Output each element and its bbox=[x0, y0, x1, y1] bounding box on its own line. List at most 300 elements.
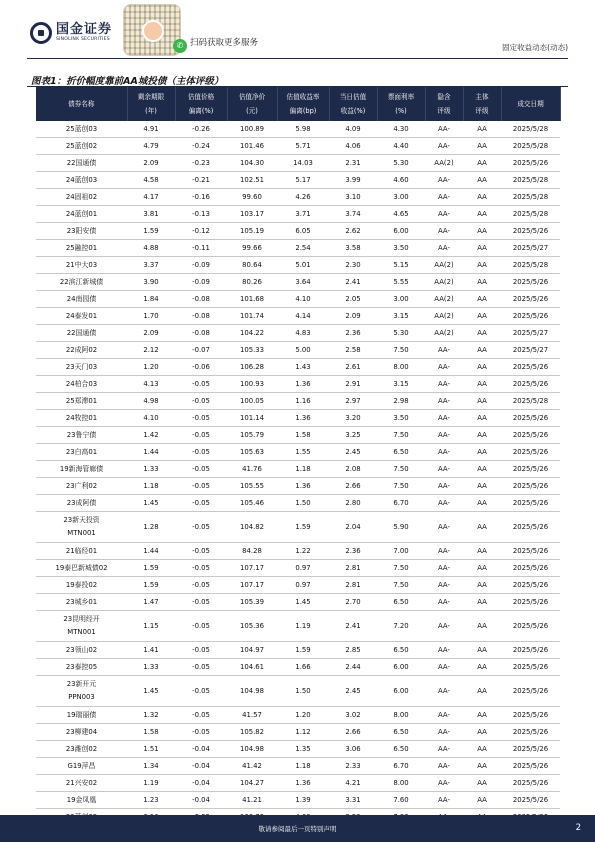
issuer-rating-cell: AA bbox=[463, 359, 501, 376]
column-header bbox=[329, 87, 377, 121]
table-row bbox=[36, 172, 560, 189]
price-deviation-cell: -0.05 bbox=[175, 393, 227, 410]
issuer-rating-cell: AA bbox=[463, 478, 501, 495]
coupon-rate-cell: 3.00 bbox=[377, 189, 425, 206]
yield-cell: 2.81 bbox=[329, 577, 377, 594]
bond-name-cell bbox=[36, 560, 127, 577]
remaining-term-cell: 4.91 bbox=[127, 121, 175, 138]
logo-english-name: SINOLINK SECURITIES bbox=[56, 37, 110, 43]
yield-cell: 2.31 bbox=[329, 155, 377, 172]
table-row bbox=[36, 758, 560, 775]
table-row bbox=[36, 308, 560, 325]
yield-cell: 2.08 bbox=[329, 461, 377, 478]
trade-date-cell: 2025/5/26 bbox=[501, 359, 560, 376]
implied-rating-cell: AA- bbox=[425, 461, 463, 478]
issuer-rating-cell: AA bbox=[463, 172, 501, 189]
yield-deviation-cell: 3.64 bbox=[277, 274, 329, 291]
bond-name-cell bbox=[36, 758, 127, 775]
yield-deviation-cell: 1.18 bbox=[277, 758, 329, 775]
coupon-rate-cell: 8.00 bbox=[377, 359, 425, 376]
issuer-rating-cell: AA bbox=[463, 495, 501, 512]
bond-name-text: 23新天投资 bbox=[63, 516, 100, 524]
column-header-text: (%) bbox=[395, 107, 407, 115]
column-header bbox=[36, 87, 127, 121]
yield-cell: 2.33 bbox=[329, 758, 377, 775]
price-deviation-cell: -0.08 bbox=[175, 308, 227, 325]
yield-deviation-cell: 1.39 bbox=[277, 792, 329, 809]
table-row bbox=[36, 512, 560, 543]
table-row bbox=[36, 257, 560, 274]
bond-name-text: 24牧控01 bbox=[65, 413, 98, 422]
bond-name-cell bbox=[36, 342, 127, 359]
yield-deviation-cell: 1.50 bbox=[277, 495, 329, 512]
yield-cell: 3.74 bbox=[329, 206, 377, 223]
yield-cell: 3.20 bbox=[329, 410, 377, 427]
remaining-term-cell: 4.58 bbox=[127, 172, 175, 189]
remaining-term-cell: 4.88 bbox=[127, 240, 175, 257]
bond-name-cell bbox=[36, 676, 127, 707]
bond-name-text: 23领山02 bbox=[65, 645, 98, 654]
issuer-rating-cell: AA bbox=[463, 189, 501, 206]
issuer-rating-cell: AA bbox=[463, 792, 501, 809]
trade-date-cell: 2025/5/26 bbox=[501, 223, 560, 240]
yield-deviation-cell: 4.10 bbox=[277, 291, 329, 308]
implied-rating-cell: AA(2) bbox=[425, 155, 463, 172]
yield-cell: 2.66 bbox=[329, 478, 377, 495]
column-header-text: 收益(%) bbox=[340, 107, 366, 115]
remaining-term-cell: 1.44 bbox=[127, 543, 175, 560]
issuer-rating-cell: AA bbox=[463, 741, 501, 758]
net-price-cell: 100.93 bbox=[227, 376, 277, 393]
page-footer bbox=[0, 815, 595, 842]
bond-table bbox=[36, 87, 561, 826]
trade-date-cell: 2025/5/27 bbox=[501, 325, 560, 342]
table-row bbox=[36, 427, 560, 444]
coupon-rate-cell: 4.30 bbox=[377, 121, 425, 138]
trade-date-cell: 2025/5/26 bbox=[501, 427, 560, 444]
yield-cell: 2.36 bbox=[329, 325, 377, 342]
remaining-term-cell: 1.42 bbox=[127, 427, 175, 444]
coupon-rate-cell: 6.00 bbox=[377, 223, 425, 240]
bond-name-text: 19泰投02 bbox=[65, 580, 98, 589]
table-row bbox=[36, 741, 560, 758]
column-header-text: (元) bbox=[246, 107, 258, 115]
remaining-term-cell: 1.19 bbox=[127, 775, 175, 792]
net-price-cell: 41.76 bbox=[227, 461, 277, 478]
implied-rating-cell: AA- bbox=[425, 478, 463, 495]
bond-name-cell bbox=[36, 393, 127, 410]
bond-name-cell bbox=[36, 138, 127, 155]
issuer-rating-cell: AA bbox=[463, 775, 501, 792]
table-row bbox=[36, 189, 560, 206]
bond-name-cell bbox=[36, 172, 127, 189]
issuer-rating-cell: AA bbox=[463, 707, 501, 724]
remaining-term-cell: 1.51 bbox=[127, 741, 175, 758]
bond-name-cell bbox=[36, 461, 127, 478]
bond-name-text: 25蓝创03 bbox=[65, 124, 98, 133]
trade-date-cell: 2025/5/26 bbox=[501, 444, 560, 461]
column-header-text: 估值收益率 bbox=[286, 93, 320, 101]
bond-name-cell bbox=[36, 308, 127, 325]
yield-deviation-cell: 5.01 bbox=[277, 257, 329, 274]
bond-name-cell bbox=[36, 775, 127, 792]
remaining-term-cell: 1.33 bbox=[127, 461, 175, 478]
yield-deviation-cell: 1.36 bbox=[277, 775, 329, 792]
net-price-cell: 104.98 bbox=[227, 676, 277, 707]
column-header bbox=[127, 87, 175, 121]
yield-cell: 2.44 bbox=[329, 659, 377, 676]
net-price-cell: 104.30 bbox=[227, 155, 277, 172]
bond-name-cell bbox=[36, 577, 127, 594]
bond-name-cell bbox=[36, 257, 127, 274]
issuer-rating-cell: AA bbox=[463, 461, 501, 478]
trade-date-cell: 2025/5/26 bbox=[501, 495, 560, 512]
implied-rating-cell: AA- bbox=[425, 376, 463, 393]
implied-rating-cell: AA- bbox=[425, 758, 463, 775]
coupon-rate-cell: 7.50 bbox=[377, 478, 425, 495]
yield-deviation-cell: 1.55 bbox=[277, 444, 329, 461]
coupon-rate-cell: 6.50 bbox=[377, 741, 425, 758]
coupon-rate-cell: 2.98 bbox=[377, 393, 425, 410]
remaining-term-cell: 3.81 bbox=[127, 206, 175, 223]
price-deviation-cell: -0.05 bbox=[175, 594, 227, 611]
implied-rating-cell: AA- bbox=[425, 393, 463, 410]
yield-deviation-cell: 1.36 bbox=[277, 478, 329, 495]
column-header-text: 隐含 bbox=[437, 93, 451, 101]
implied-rating-cell: AA- bbox=[425, 543, 463, 560]
trade-date-cell: 2025/5/26 bbox=[501, 461, 560, 478]
table-row bbox=[36, 792, 560, 809]
implied-rating-cell: AA- bbox=[425, 495, 463, 512]
remaining-term-cell: 1.59 bbox=[127, 577, 175, 594]
table-row bbox=[36, 223, 560, 240]
table-row bbox=[36, 274, 560, 291]
trade-date-cell: 2025/5/26 bbox=[501, 724, 560, 741]
bond-name-text: 25蓝创02 bbox=[65, 141, 98, 150]
implied-rating-cell: AA- bbox=[425, 659, 463, 676]
trade-date-cell: 2025/5/26 bbox=[501, 758, 560, 775]
remaining-term-cell: 1.45 bbox=[127, 676, 175, 707]
column-header bbox=[175, 87, 227, 121]
implied-rating-cell: AA- bbox=[425, 206, 463, 223]
yield-cell: 3.58 bbox=[329, 240, 377, 257]
remaining-term-cell: 2.09 bbox=[127, 325, 175, 342]
column-header-text: 估值净价 bbox=[238, 93, 266, 101]
coupon-rate-cell: 6.00 bbox=[377, 676, 425, 707]
price-deviation-cell: -0.05 bbox=[175, 444, 227, 461]
yield-deviation-cell: 1.12 bbox=[277, 724, 329, 741]
issuer-rating-cell: AA bbox=[463, 308, 501, 325]
yield-deviation-cell: 1.19 bbox=[277, 611, 329, 642]
table-row bbox=[36, 560, 560, 577]
bond-name-cell bbox=[36, 741, 127, 758]
bond-name-text: 21兴安02 bbox=[65, 778, 98, 787]
trade-date-cell: 2025/5/26 bbox=[501, 792, 560, 809]
issuer-rating-cell: AA bbox=[463, 121, 501, 138]
trade-date-cell: 2025/5/27 bbox=[501, 240, 560, 257]
bond-name-text: 22国通债 bbox=[66, 158, 97, 167]
price-deviation-cell: -0.11 bbox=[175, 240, 227, 257]
implied-rating-cell: AA- bbox=[425, 359, 463, 376]
implied-rating-cell: AA- bbox=[425, 240, 463, 257]
issuer-rating-cell: AA bbox=[463, 240, 501, 257]
yield-cell: 3.10 bbox=[329, 189, 377, 206]
trade-date-cell: 2025/5/26 bbox=[501, 543, 560, 560]
qr-code-image[interactable] bbox=[123, 4, 184, 56]
implied-rating-cell: AA- bbox=[425, 560, 463, 577]
bond-name-text: 21中大03 bbox=[65, 260, 98, 269]
bond-name-cell bbox=[36, 792, 127, 809]
price-deviation-cell: -0.05 bbox=[175, 577, 227, 594]
implied-rating-cell: AA- bbox=[425, 342, 463, 359]
report-type-label: 固定收益动态(动态) bbox=[502, 43, 568, 52]
implied-rating-cell: AA- bbox=[425, 121, 463, 138]
remaining-term-cell: 1.20 bbox=[127, 359, 175, 376]
price-deviation-cell: -0.05 bbox=[175, 659, 227, 676]
table-row bbox=[36, 594, 560, 611]
price-deviation-cell: -0.04 bbox=[175, 758, 227, 775]
bond-name-text: 23阳安债 bbox=[66, 226, 97, 235]
price-deviation-cell: -0.08 bbox=[175, 325, 227, 342]
price-deviation-cell: -0.24 bbox=[175, 138, 227, 155]
implied-rating-cell: AA- bbox=[425, 410, 463, 427]
implied-rating-cell: AA- bbox=[425, 223, 463, 240]
net-price-cell: 99.66 bbox=[227, 240, 277, 257]
issuer-rating-cell: AA bbox=[463, 659, 501, 676]
table-row bbox=[36, 240, 560, 257]
table-row bbox=[36, 461, 560, 478]
coupon-rate-cell: 6.50 bbox=[377, 594, 425, 611]
net-price-cell: 101.14 bbox=[227, 410, 277, 427]
table-row bbox=[36, 206, 560, 223]
coupon-rate-cell: 7.20 bbox=[377, 611, 425, 642]
coupon-rate-cell: 3.15 bbox=[377, 376, 425, 393]
column-header-text: 偏离(%) bbox=[188, 107, 214, 115]
issuer-rating-cell: AA bbox=[463, 393, 501, 410]
remaining-term-cell: 1.41 bbox=[127, 642, 175, 659]
issuer-rating-cell: AA bbox=[463, 676, 501, 707]
implied-rating-cell: AA- bbox=[425, 792, 463, 809]
issuer-rating-cell: AA bbox=[463, 543, 501, 560]
remaining-term-cell: 1.33 bbox=[127, 659, 175, 676]
price-deviation-cell: -0.05 bbox=[175, 543, 227, 560]
price-deviation-cell: -0.06 bbox=[175, 359, 227, 376]
qr-avatar-icon bbox=[142, 20, 164, 42]
remaining-term-cell: 1.84 bbox=[127, 291, 175, 308]
issuer-rating-cell: AA bbox=[463, 577, 501, 594]
price-deviation-cell: -0.09 bbox=[175, 257, 227, 274]
table-row bbox=[36, 410, 560, 427]
yield-deviation-cell: 5.00 bbox=[277, 342, 329, 359]
issuer-rating-cell: AA bbox=[463, 410, 501, 427]
bond-name-text: 23白高01 bbox=[65, 447, 98, 456]
coupon-rate-cell: 8.00 bbox=[377, 707, 425, 724]
price-deviation-cell: -0.05 bbox=[175, 427, 227, 444]
net-price-cell: 105.33 bbox=[227, 342, 277, 359]
price-deviation-cell: -0.05 bbox=[175, 707, 227, 724]
coupon-rate-cell: 5.90 bbox=[377, 512, 425, 543]
remaining-term-cell: 3.90 bbox=[127, 274, 175, 291]
net-price-cell: 106.28 bbox=[227, 359, 277, 376]
table-row bbox=[36, 393, 560, 410]
issuer-rating-cell: AA bbox=[463, 342, 501, 359]
bond-name-cell bbox=[36, 291, 127, 308]
price-deviation-cell: -0.21 bbox=[175, 172, 227, 189]
issuer-rating-cell: AA bbox=[463, 257, 501, 274]
price-deviation-cell: -0.05 bbox=[175, 376, 227, 393]
trade-date-cell: 2025/5/26 bbox=[501, 659, 560, 676]
price-deviation-cell: -0.09 bbox=[175, 274, 227, 291]
yield-cell: 3.06 bbox=[329, 741, 377, 758]
yield-cell: 2.70 bbox=[329, 594, 377, 611]
net-price-cell: 104.22 bbox=[227, 325, 277, 342]
trade-date-cell: 2025/5/26 bbox=[501, 741, 560, 758]
bond-name-cell bbox=[36, 427, 127, 444]
header-divider bbox=[27, 58, 568, 59]
yield-deviation-cell: 3.71 bbox=[277, 206, 329, 223]
issuer-rating-cell: AA bbox=[463, 512, 501, 543]
implied-rating-cell: AA- bbox=[425, 594, 463, 611]
remaining-term-cell: 4.13 bbox=[127, 376, 175, 393]
column-header bbox=[501, 87, 560, 121]
net-price-cell: 105.36 bbox=[227, 611, 277, 642]
bond-name-cell bbox=[36, 659, 127, 676]
yield-deviation-cell: 1.22 bbox=[277, 543, 329, 560]
bond-name-text: MTN001 bbox=[67, 628, 96, 636]
implied-rating-cell: AA- bbox=[425, 707, 463, 724]
logo-chinese-name: 国金证券 bbox=[56, 22, 113, 38]
column-header bbox=[425, 87, 463, 121]
column-header-text: 评级 bbox=[437, 107, 451, 115]
implied-rating-cell: AA(2) bbox=[425, 308, 463, 325]
implied-rating-cell: AA- bbox=[425, 138, 463, 155]
coupon-rate-cell: 5.30 bbox=[377, 325, 425, 342]
column-header-text: 主体 bbox=[475, 93, 489, 101]
yield-deviation-cell: 1.59 bbox=[277, 642, 329, 659]
coupon-rate-cell: 6.70 bbox=[377, 758, 425, 775]
net-price-cell: 105.19 bbox=[227, 223, 277, 240]
implied-rating-cell: AA- bbox=[425, 741, 463, 758]
coupon-rate-cell: 3.00 bbox=[377, 291, 425, 308]
implied-rating-cell: AA- bbox=[425, 512, 463, 543]
yield-deviation-cell: 1.20 bbox=[277, 707, 329, 724]
issuer-rating-cell: AA bbox=[463, 642, 501, 659]
yield-cell: 2.58 bbox=[329, 342, 377, 359]
bond-name-cell bbox=[36, 359, 127, 376]
column-header bbox=[377, 87, 425, 121]
yield-cell: 2.09 bbox=[329, 308, 377, 325]
coupon-rate-cell: 6.00 bbox=[377, 659, 425, 676]
price-deviation-cell: -0.05 bbox=[175, 642, 227, 659]
net-price-cell: 101.68 bbox=[227, 291, 277, 308]
coupon-rate-cell: 6.50 bbox=[377, 444, 425, 461]
bond-name-text: 23潍创02 bbox=[65, 744, 98, 753]
coupon-rate-cell: 3.50 bbox=[377, 240, 425, 257]
net-price-cell: 105.63 bbox=[227, 444, 277, 461]
implied-rating-cell: AA(2) bbox=[425, 325, 463, 342]
coupon-rate-cell: 7.60 bbox=[377, 792, 425, 809]
implied-rating-cell: AA(2) bbox=[425, 274, 463, 291]
yield-cell: 2.41 bbox=[329, 274, 377, 291]
yield-cell: 3.02 bbox=[329, 707, 377, 724]
bond-name-text: 24固祖02 bbox=[65, 192, 98, 201]
net-price-cell: 105.82 bbox=[227, 724, 277, 741]
yield-cell: 4.09 bbox=[329, 121, 377, 138]
implied-rating-cell: AA- bbox=[425, 172, 463, 189]
price-deviation-cell: -0.05 bbox=[175, 724, 227, 741]
bond-name-text: 23泰控05 bbox=[65, 662, 98, 671]
bond-name-cell bbox=[36, 121, 127, 138]
yield-deviation-cell: 4.26 bbox=[277, 189, 329, 206]
coupon-rate-cell: 6.70 bbox=[377, 495, 425, 512]
table-row bbox=[36, 676, 560, 707]
price-deviation-cell: -0.13 bbox=[175, 206, 227, 223]
remaining-term-cell: 4.79 bbox=[127, 138, 175, 155]
remaining-term-cell: 1.34 bbox=[127, 758, 175, 775]
issuer-rating-cell: AA bbox=[463, 427, 501, 444]
net-price-cell: 101.46 bbox=[227, 138, 277, 155]
yield-deviation-cell: 0.97 bbox=[277, 560, 329, 577]
implied-rating-cell: AA- bbox=[425, 444, 463, 461]
bond-name-text: 23鲁宁债 bbox=[66, 430, 97, 439]
price-deviation-cell: -0.26 bbox=[175, 121, 227, 138]
trade-date-cell: 2025/5/26 bbox=[501, 478, 560, 495]
table-row bbox=[36, 155, 560, 172]
trade-date-cell: 2025/5/26 bbox=[501, 594, 560, 611]
table-row bbox=[36, 138, 560, 155]
coupon-rate-cell: 6.50 bbox=[377, 724, 425, 741]
trade-date-cell: 2025/5/26 bbox=[501, 512, 560, 543]
yield-cell: 2.05 bbox=[329, 291, 377, 308]
table-row bbox=[36, 642, 560, 659]
column-header-text: 偏离(bp) bbox=[289, 107, 317, 115]
bond-name-cell bbox=[36, 611, 127, 642]
coupon-rate-cell: 4.65 bbox=[377, 206, 425, 223]
bond-name-text: G19萍昌 bbox=[67, 761, 96, 770]
trade-date-cell: 2025/5/28 bbox=[501, 138, 560, 155]
issuer-rating-cell: AA bbox=[463, 444, 501, 461]
coupon-rate-cell: 7.00 bbox=[377, 543, 425, 560]
remaining-term-cell: 1.58 bbox=[127, 724, 175, 741]
trade-date-cell: 2025/5/28 bbox=[501, 189, 560, 206]
implied-rating-cell: AA(2) bbox=[425, 291, 463, 308]
trade-date-cell: 2025/5/26 bbox=[501, 775, 560, 792]
yield-cell: 3.25 bbox=[329, 427, 377, 444]
issuer-rating-cell: AA bbox=[463, 758, 501, 775]
price-deviation-cell: -0.23 bbox=[175, 155, 227, 172]
price-deviation-cell: -0.04 bbox=[175, 792, 227, 809]
net-price-cell: 105.46 bbox=[227, 495, 277, 512]
table-body bbox=[36, 121, 560, 826]
yield-cell: 4.06 bbox=[329, 138, 377, 155]
bond-name-text: 23广利02 bbox=[65, 481, 98, 490]
yield-deviation-cell: 1.45 bbox=[277, 594, 329, 611]
yield-cell: 2.61 bbox=[329, 359, 377, 376]
issuer-rating-cell: AA bbox=[463, 223, 501, 240]
trade-date-cell: 2025/5/28 bbox=[501, 206, 560, 223]
net-price-cell: 102.51 bbox=[227, 172, 277, 189]
bond-name-text: 19新海管廊债 bbox=[59, 464, 104, 473]
bond-name-text: 23天门03 bbox=[65, 362, 98, 371]
table-header-row bbox=[36, 87, 560, 121]
price-deviation-cell: -0.12 bbox=[175, 223, 227, 240]
bond-name-text: 22国通债 bbox=[66, 328, 97, 337]
bond-name-text: 24泰发01 bbox=[65, 311, 98, 320]
table-row bbox=[36, 478, 560, 495]
trade-date-cell: 2025/5/28 bbox=[501, 257, 560, 274]
price-deviation-cell: -0.08 bbox=[175, 291, 227, 308]
yield-cell: 2.45 bbox=[329, 676, 377, 707]
